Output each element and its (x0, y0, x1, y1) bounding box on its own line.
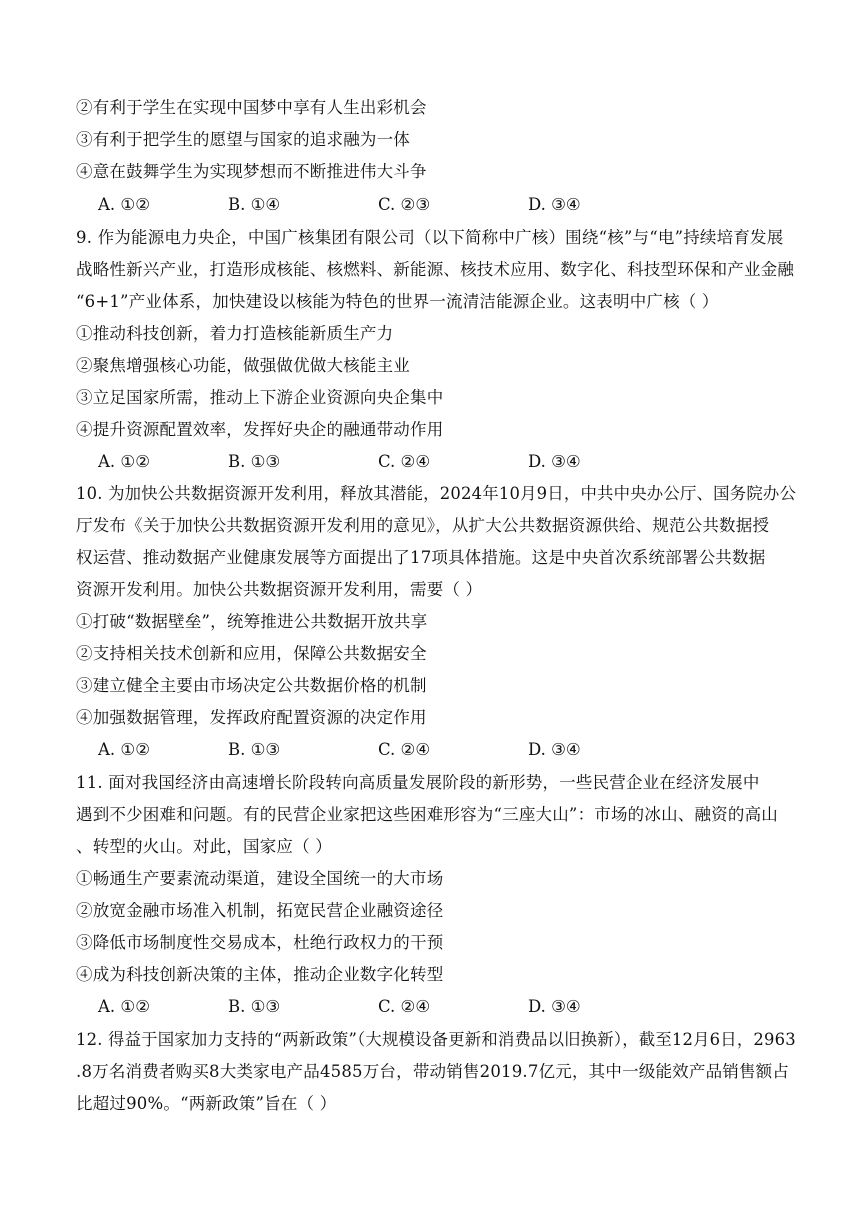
q11-option-c[interactable]: C. ②④ (378, 997, 431, 1016)
q8-option-b[interactable]: B. ①④ (228, 195, 281, 214)
q12-stem-line-1: 12. 得益于国家加力支持的“两新政策”（大规模设备更新和消费品以旧换新），截至12月6日，2963 (76, 1030, 796, 1049)
q9-statement-2: ②聚焦增强核心功能，做强做优做大核能主业 (76, 356, 410, 375)
q12-stem-line-3: 比超过90%。“两新政策”旨在（ ） (76, 1094, 337, 1113)
q8-options (0, 194, 868, 216)
q11-stem-line-1: 11. 面对我国经济由高速增长阶段转向高质量发展阶段的新形势，一些民营企业在经济发展中 (76, 773, 760, 792)
q9-option-c[interactable]: C. ②④ (378, 452, 431, 471)
q10-statement-1: ①打破“数据壁垒”，统筹推进公共数据开放共享 (76, 612, 428, 631)
q11-options (0, 996, 868, 1018)
q8-statement-3: ③有利于把学生的愿望与国家的追求融为一体 (76, 130, 410, 149)
q9-option-a[interactable]: A. ①② (98, 452, 150, 471)
q9-options (0, 451, 868, 473)
q10-stem-line-1: 10. 为加快公共数据资源开发利用，释放其潜能，2024年10月9日，中共中央办公厅、国务院办公 (76, 484, 797, 503)
q9-stem-line-2: 战略性新兴产业，打造形成核能、核燃料、新能源、核技术应用、数字化、科技型环保和产业金融 (76, 260, 795, 279)
q10-statement-3: ③建立健全主要由市场决定公共数据价格的机制 (76, 676, 427, 695)
q10-stem-line-4: 资源开发利用。加快公共数据资源开发利用，需要（ ） (76, 580, 483, 599)
q11-stem-line-3: 、转型的火山。对此，国家应（ ） (76, 837, 332, 856)
q11-stem-line-2: 遇到不少困难和问题。有的民营企业家把这些困难形容为“三座大山”：市场的冰山、融资的高山 (76, 805, 778, 824)
q8-option-d[interactable]: D. ③④ (528, 195, 581, 214)
q11-statement-2: ②放宽金融市场准入机制，拓宽民营企业融资途径 (76, 901, 444, 920)
q11-statement-1: ①畅通生产要素流动渠道，建设全国统一的大市场 (76, 869, 444, 888)
q11-option-a[interactable]: A. ①② (98, 997, 150, 1016)
q10-stem-line-3: 权运营、推动数据产业健康发展等方面提出了17项具体措施。这是中央首次系统部署公共数据 (76, 548, 766, 567)
q10-option-c[interactable]: C. ②④ (378, 740, 431, 759)
q10-options (0, 739, 868, 761)
q9-statement-3: ③立足国家所需，推动上下游企业资源向央企集中 (76, 388, 444, 407)
q8-option-c[interactable]: C. ②③ (378, 195, 431, 214)
q10-statement-2: ②支持相关技术创新和应用，保障公共数据安全 (76, 644, 427, 663)
q12-stem-line-2: .8万名消费者购买8大类家电产品4585万台，带动销售2019.7亿元，其中一级能效产品销售额占 (76, 1062, 790, 1081)
q11-statement-4: ④成为科技创新决策的主体，推动企业数字化转型 (76, 965, 444, 984)
q10-option-d[interactable]: D. ③④ (528, 740, 581, 759)
q10-statement-4: ④加强数据管理，发挥政府配置资源的决定作用 (76, 708, 427, 727)
q8-option-a[interactable]: A. ①② (98, 195, 150, 214)
q10-option-a[interactable]: A. ①② (98, 740, 150, 759)
q9-option-b[interactable]: B. ①③ (228, 452, 281, 471)
q11-option-d[interactable]: D. ③④ (528, 997, 581, 1016)
q11-option-b[interactable]: B. ①③ (228, 997, 281, 1016)
q9-stem-line-1: 9. 作为能源电力央企，中国广核集团有限公司（以下简称中广核）围绕“核”与“电”持续培育发展 (76, 228, 784, 247)
q8-statement-4: ④意在鼓舞学生为实现梦想而不断推进伟大斗争 (76, 162, 427, 181)
q9-option-d[interactable]: D. ③④ (528, 452, 581, 471)
q9-statement-4: ④提升资源配置效率，发挥好央企的融通带动作用 (76, 420, 444, 439)
q10-stem-line-2: 厅发布《关于加快公共数据资源开发利用的意见》，从扩大公共数据资源供给、规范公共数据授 (76, 516, 770, 535)
q11-statement-3: ③降低市场制度性交易成本，杜绝行政权力的干预 (76, 933, 444, 952)
q9-statement-1: ①推动科技创新，着力打造核能新质生产力 (76, 324, 394, 343)
q10-option-b[interactable]: B. ①③ (228, 740, 281, 759)
q8-statement-2: ②有利于学生在实现中国梦中享有人生出彩机会 (76, 98, 427, 117)
q9-stem-line-3: “6+1”产业体系，加快建设以核能为特色的世界一流清洁能源企业。这表明中广核（ ） (76, 292, 719, 311)
